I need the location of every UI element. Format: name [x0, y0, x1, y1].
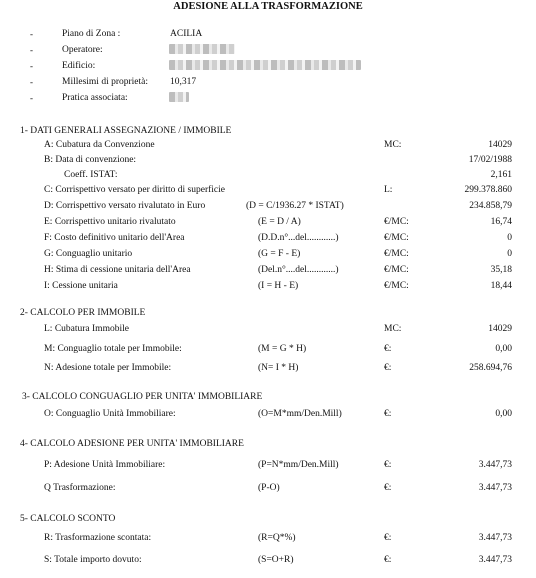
- row-unit: MC:: [384, 140, 402, 150]
- row-formula: (E = D / A): [258, 217, 301, 227]
- field-label: Operatore:: [62, 45, 103, 55]
- row-formula: (D = C/1936.27 * ISTAT): [246, 201, 344, 211]
- bullet: -: [30, 29, 33, 39]
- row-value: 16,74: [490, 217, 512, 227]
- row-label: S: Totale importo dovuto:: [44, 555, 142, 565]
- field-label: Edificio:: [62, 61, 96, 71]
- row-label: D: Corrispettivo versato rivalutato in Euro: [44, 201, 206, 211]
- row-unit: €:: [384, 344, 392, 354]
- row-label: Coeff. ISTAT:: [64, 170, 118, 180]
- redacted-value: [169, 92, 189, 102]
- row-unit: €:: [384, 460, 392, 470]
- row-label: P: Adesione Unità Immobiliare:: [44, 460, 166, 470]
- row-formula: (R=Q*%): [258, 533, 296, 543]
- row-value: 2,161: [490, 170, 512, 180]
- row-label: M: Conguaglio totale per Immobile:: [44, 344, 182, 354]
- row-value: 0: [507, 233, 512, 243]
- document-title: ADESIONE ALLA TRASFORMAZIONE: [173, 1, 363, 12]
- row-label: I: Cessione unitaria: [44, 281, 118, 291]
- row-unit: L:: [384, 185, 393, 195]
- row-formula: (D.D.n°...del............): [258, 233, 339, 243]
- row-value: 3.447,73: [478, 460, 512, 470]
- bullet: -: [30, 45, 33, 55]
- row-value: 3.447,73: [478, 533, 512, 543]
- row-label: A: Cubatura da Convenzione: [44, 140, 155, 150]
- row-unit: €/MC:: [384, 281, 409, 291]
- row-value: 258.694,76: [469, 363, 512, 373]
- row-value: 0,00: [495, 344, 512, 354]
- row-unit: €:: [384, 409, 392, 419]
- row-value: 18,44: [490, 281, 512, 291]
- row-label: R: Trasformazione scontata:: [44, 533, 152, 543]
- row-value: 14029: [488, 324, 512, 334]
- bullet: -: [30, 93, 33, 103]
- row-unit: €/MC:: [384, 233, 409, 243]
- row-unit: €:: [384, 533, 392, 543]
- field-label: Piano di Zona :: [62, 29, 121, 39]
- row-label: G: Conguaglio unitario: [44, 249, 133, 259]
- row-label: L: Cubatura Immobile: [44, 324, 129, 334]
- row-label: F: Costo definitivo unitario dell'Area: [44, 233, 185, 243]
- field-label: Pratica associata:: [62, 93, 128, 103]
- row-unit: €/MC:: [384, 265, 409, 275]
- row-unit: €:: [384, 555, 392, 565]
- bullet: -: [30, 77, 33, 87]
- row-label: H: Stima di cessione unitaria dell'Area: [44, 265, 191, 275]
- section-title: 5- CALCOLO SCONTO: [20, 514, 116, 524]
- section-title: 2- CALCOLO PER IMMOBILE: [20, 308, 146, 318]
- redacted-value: [169, 44, 235, 54]
- row-value: 14029: [488, 140, 512, 150]
- row-unit: MC:: [384, 324, 402, 334]
- row-formula: (N= I * H): [258, 363, 299, 373]
- row-value: 0: [507, 249, 512, 259]
- row-label: N: Adesione totale per Immobile:: [44, 363, 172, 373]
- field-value: 10,317: [170, 77, 197, 87]
- row-formula: (Del.n°....del............): [258, 265, 339, 275]
- row-formula: (P=N*mm/Den.Mill): [258, 460, 339, 470]
- row-formula: (O=M*mm/Den.Mill): [258, 409, 342, 419]
- field-label: Millesimi di proprietà:: [62, 77, 149, 87]
- row-unit: €:: [384, 483, 392, 493]
- row-label: C: Corrispettivo versato per diritto di superficie: [44, 185, 225, 195]
- bullet: -: [30, 61, 33, 71]
- row-formula: (S=O+R): [258, 555, 294, 565]
- row-label: Q Trasformazione:: [44, 483, 116, 493]
- row-unit: €/MC:: [384, 217, 409, 227]
- row-value: 0,00: [495, 409, 512, 419]
- row-value: 3.447,73: [478, 555, 512, 565]
- row-value: 234.858,79: [469, 201, 512, 211]
- redacted-value: [169, 60, 361, 70]
- row-label: E: Corrispettivo unitario rivalutato: [44, 217, 176, 227]
- row-unit: €:: [384, 363, 392, 373]
- row-value: 17/02/1988: [468, 155, 512, 165]
- row-formula: (P-O): [258, 483, 280, 493]
- row-value: 299.378.860: [464, 185, 512, 195]
- row-label: O: Conguaglio Unità Immobiliare:: [44, 409, 176, 419]
- row-value: 35,18: [490, 265, 512, 275]
- row-formula: (M = G * H): [258, 344, 307, 354]
- row-value: 3.447,73: [478, 483, 512, 493]
- section-title: 4- CALCOLO ADESIONE PER UNITA' IMMOBILIARE: [20, 439, 244, 449]
- field-value: ACILIA: [170, 29, 203, 39]
- row-formula: (G = F - E): [258, 249, 301, 259]
- section-title: 3- CALCOLO CONGUAGLIO PER UNITA' IMMOBILIARE: [22, 392, 263, 402]
- row-formula: (I = H - E): [258, 281, 299, 291]
- row-unit: €/MC:: [384, 249, 409, 259]
- section-title: 1- DATI GENERALI ASSEGNAZIONE / IMMOBILE: [20, 126, 232, 136]
- row-label: B: Data di convenzione:: [44, 155, 137, 165]
